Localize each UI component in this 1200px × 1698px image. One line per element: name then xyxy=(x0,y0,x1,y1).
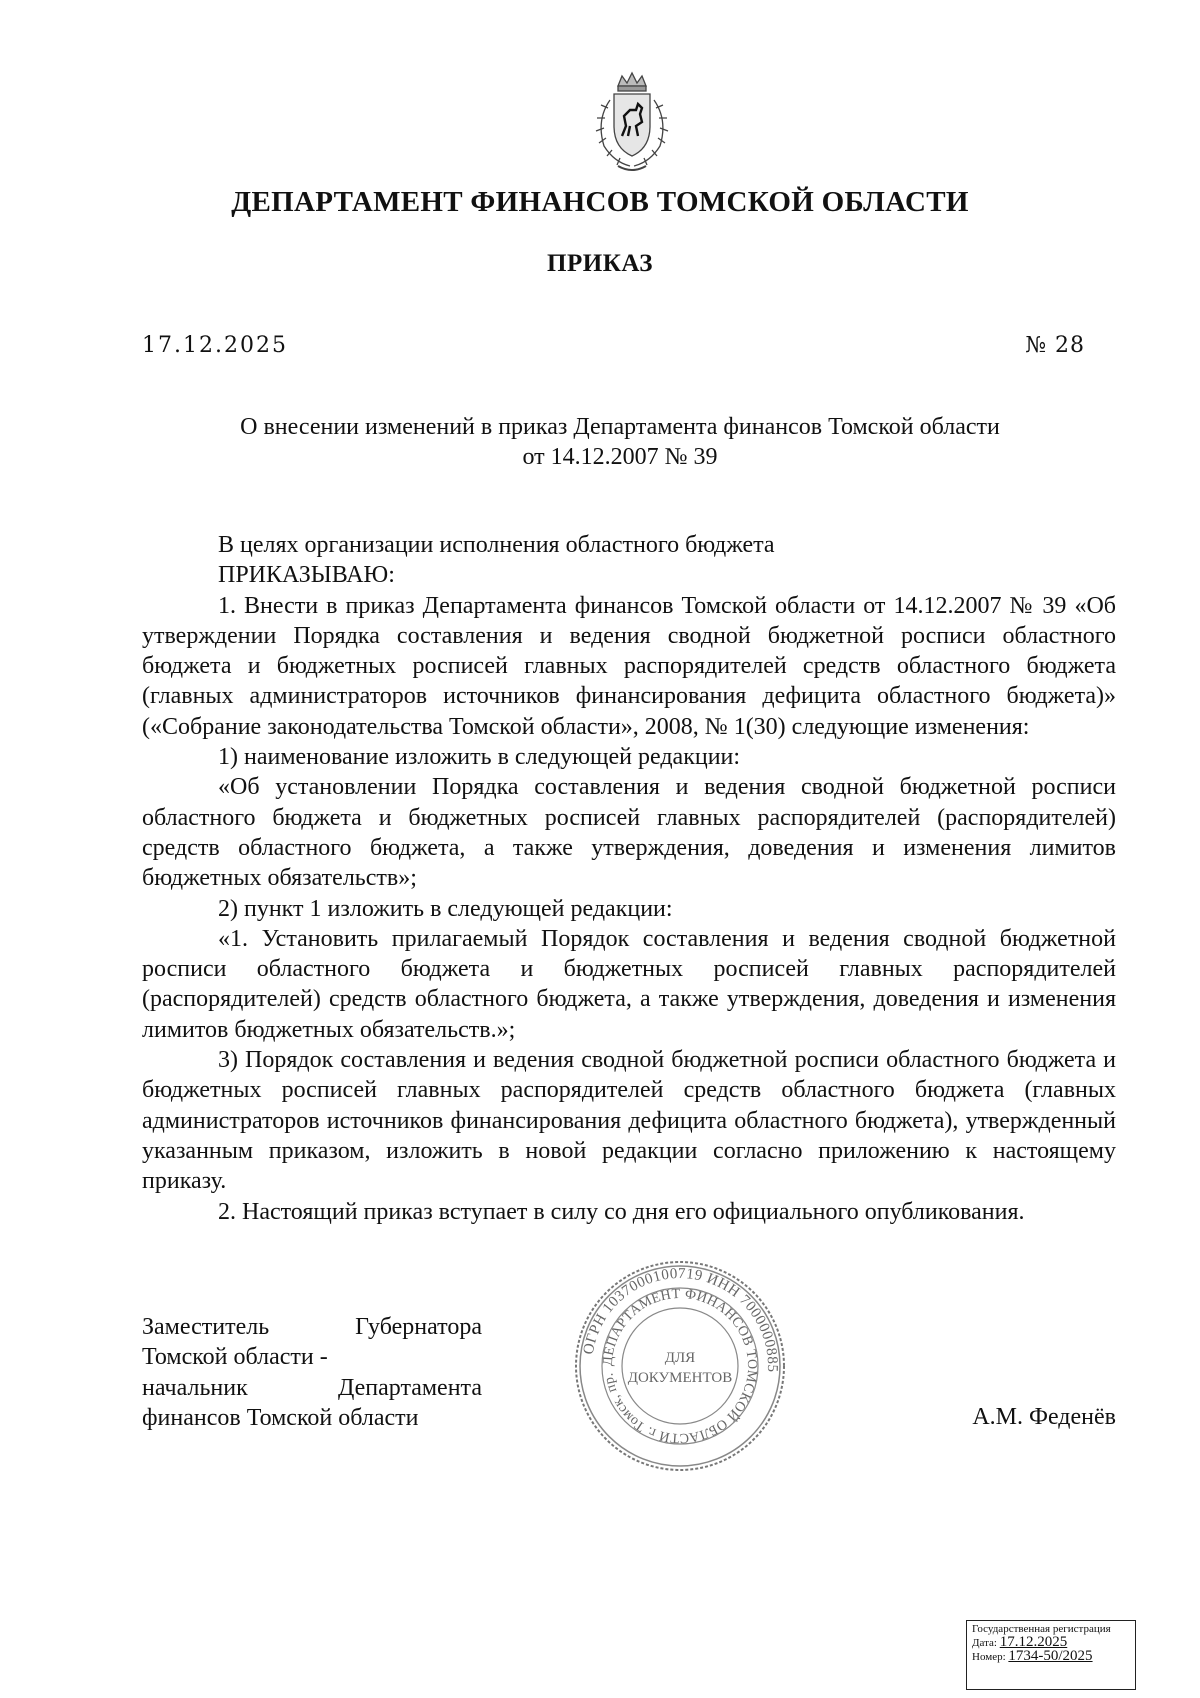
department-title: ДЕПАРТАМЕНТ ФИНАНСОВ ТОМСКОЙ ОБЛАСТИ xyxy=(231,186,969,218)
signatory-position xyxy=(142,1312,482,1433)
stamp-center-line-1: ДЛЯ xyxy=(664,1350,696,1366)
position-line-3: начальник Департамента xyxy=(142,1374,482,1401)
subparagraph-1-2: 2) пункт 1 изложить в следующей редакции: xyxy=(218,895,673,922)
subparagraph-1-1: 1) наименование изложить в следующей редакции: xyxy=(218,744,741,771)
stamp-inner-ring-text: ДЕПАРТАМЕНТ ФИНАНСОВ ТОМСКОЙ ОБЛАСТИ г. Томск, пр. xyxy=(600,1286,760,1446)
registration-date: 17.12.2025 xyxy=(999,1634,1068,1650)
position-line-4: финансов Томской области xyxy=(142,1404,419,1431)
subject-line-2: от 14.12.2007 № 39 xyxy=(522,444,718,470)
intro-paragraph: В целях организации исполнения областного бюджета xyxy=(218,532,775,558)
paragraph-2: 2. Настоящий приказ вступает в силу со дня его официального опубликования. xyxy=(218,1198,1025,1225)
order-number: № 28 xyxy=(1025,333,1085,358)
order-word: ПРИКАЗЫВАЮ: xyxy=(218,562,395,589)
official-stamp xyxy=(572,1258,788,1474)
registration-title: Государственная регистрация xyxy=(972,1623,1111,1635)
subject-line-1: О внесении изменений в приказ Департамента финансов Томской области xyxy=(240,414,1000,440)
position-line-2: Томской области - xyxy=(142,1344,328,1371)
order-date: 17.12.2025 xyxy=(142,333,288,358)
subparagraph-1-2-text: «1. Установить прилагаемый Порядок составления и ведения сводной бюджетной росписи областного бюджета и бюджетных росписей главных распорядителей (распорядителей) средств областного бюджета, а также утверждения, доведения и изменения лимитов бюджетных обязательств.»; xyxy=(142,925,1116,1043)
registration-number: 1734-50/2025 xyxy=(1008,1648,1093,1664)
coat-of-arms-icon xyxy=(574,70,690,176)
position-line-1: Заместитель Губернатора xyxy=(142,1314,482,1340)
registration-number-label: Номер: xyxy=(972,1651,1006,1663)
subparagraph-1-3: 3) Порядок составления и ведения сводной бюджетной росписи областного бюджета и бюджетных росписей главных распорядителей средств областного бюджета (главных администраторов источников финансирования дефицита областного бюджета), утвержденный указанным приказом, изложить в новой редакции согласно приложению к настоящему приказу. xyxy=(142,1047,1116,1195)
registration-date-label: Дата: xyxy=(972,1637,997,1649)
state-registration-box xyxy=(966,1620,1136,1690)
order-subject xyxy=(200,412,1040,472)
signatory-name: А.М. Феденёв xyxy=(972,1404,1116,1430)
subparagraph-1-1-text: «Об установлении Порядка составления и ведения сводной бюджетной росписи областного бюджета и бюджетных росписей главных распорядителей (распорядителей) средств областного бюджета, а также утверждения, доведения и изменения лимитов бюджетных обязательств»; xyxy=(142,774,1116,892)
paragraph-1: 1. Внести в приказ Департамента финансов Томской области от 14.12.2007 № 39 «Об утверждении Порядка составления и ведения сводной бюджетной росписи областного бюджета и бюджетных росписей главных распорядителей средств областного бюджета (главных администраторов источников финансирования дефицита областного бюджета)» («Собрание законодательства Томской области», 2008, № 1(30) следующие изменения: xyxy=(142,592,1116,740)
stamp-outer-ring-text: ОГРН 1037000100719 ИНН 7000000885 xyxy=(580,1265,781,1373)
order-body xyxy=(142,530,1116,1227)
stamp-center-line-2: ДОКУМЕНТОВ xyxy=(627,1370,733,1386)
document-type-title: ПРИКАЗ xyxy=(547,250,653,277)
